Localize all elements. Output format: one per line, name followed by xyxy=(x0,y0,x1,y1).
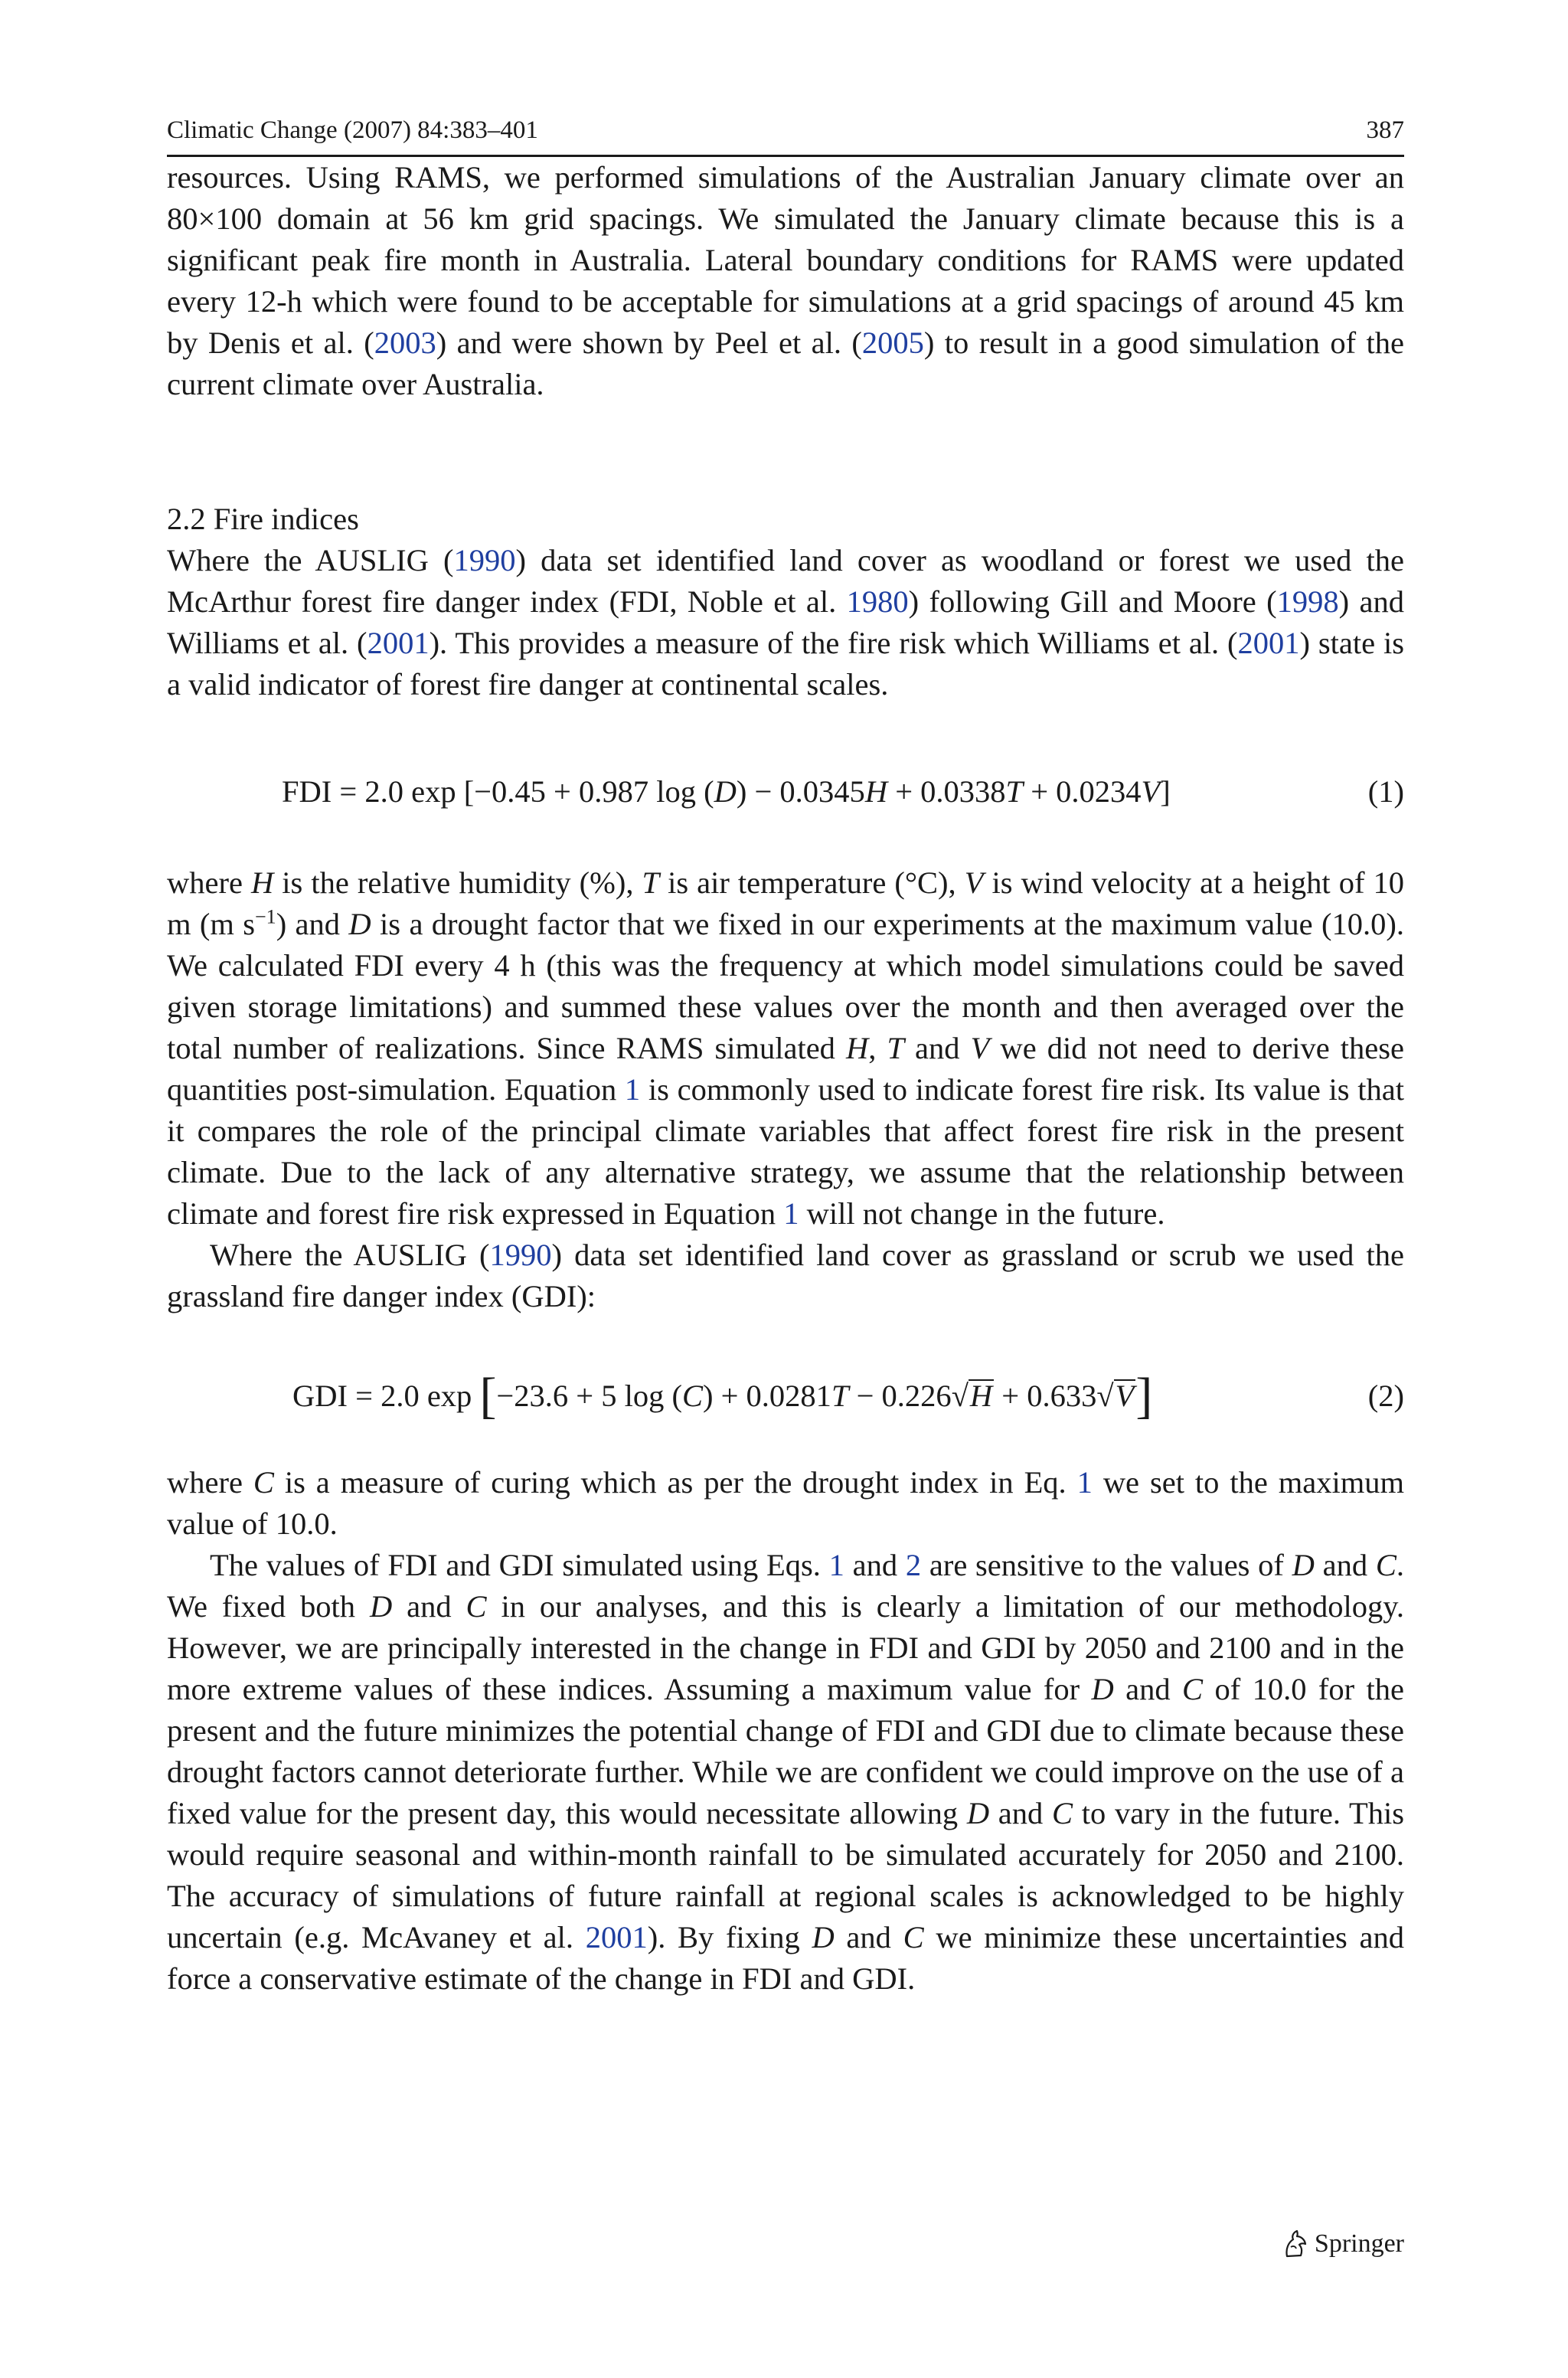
equation-link[interactable]: 1 xyxy=(828,1548,844,1582)
paragraph-fdi-variables: where H is the relative humidity (%), T is air temperature (°C), V is wind velocity at a height of 10 m (m $s^{-1}$) and D is a drought factor that we fixed in our experiments at the maximum value (10.0). We calculated FDI every 4 h (this was the frequency at which model simulations could be saved given storage limitations) and summed these values over the month and then averaged over the total number of realizations. Since RAMS simulated H, T and V we did not need to derive these quantities post-simulation. Equation 1 is commonly used to indicate forest fire risk. Its value is that it compares the role of the principal climate variables that affect forest fire risk in the present climate. Due to the lack of any alternative strategy, we assume that the relationship between climate and forest fire risk expressed in Equation 1 will not change in the future. xyxy=(167,865,1404,1231)
equation-fdi xyxy=(167,761,1404,823)
equation-number: (2) xyxy=(1367,1379,1404,1413)
citation-link[interactable]: 2001 xyxy=(585,1920,648,1954)
journal-citation: Climatic Change (2007) 84:383–401 xyxy=(167,116,538,144)
paragraph-gdi-intro: Where the AUSLIG (1990) data set identified land cover as grassland or scrub we used the grassland fire danger index (GDI): xyxy=(167,1238,1404,1313)
page-number: 387 xyxy=(1366,116,1404,144)
publisher-name: Springer xyxy=(1314,2229,1404,2258)
equation-link[interactable]: 1 xyxy=(1076,1465,1093,1500)
citation-link[interactable]: 1980 xyxy=(846,584,909,619)
citation-link[interactable]: 2005 xyxy=(861,325,924,360)
page xyxy=(167,115,1404,2000)
equation-link[interactable]: 1 xyxy=(783,1196,799,1231)
equation-link[interactable]: 1 xyxy=(624,1072,641,1107)
citation-link[interactable]: 1998 xyxy=(1276,584,1339,619)
citation-link[interactable]: 2001 xyxy=(367,626,430,660)
equation-gdi-formula: GDI = 2.0 exp [−23.6 + 5 log (C) + 0.0281T − 0.226√H + 0.633√V] xyxy=(292,1368,1153,1424)
citation-link[interactable]: 1990 xyxy=(489,1238,552,1272)
paragraph-limitations: The values of FDI and GDI simulated using Eqs. 1 and 2 are sensitive to the values of D and C. We fixed both D and C in our analyses, and this is clearly a limitation of our methodology. However, we are principally interested in the change in FDI and GDI by 2050 and 2100 and in the more extreme values of these indices. Assuming a maximum value for D and C of 10.0 for the present and the future minimizes the potential change of FDI and GDI due to climate because these drought factors cannot deteriorate further. While we are confident we could improve on the use of a fixed value for the present day, this would necessitate allowing D and C to vary in the future. This would require seasonal and within-month rainfall to be simulated accurately for 2050 and 2100. The accuracy of simulations of future rainfall at regional scales is acknowledged to be highly uncertain (e.g. McAvaney et al. 2001). By fixing D and C we minimize these uncertainties and force a conservative estimate of the change in FDI and GDI. xyxy=(167,1548,1405,1996)
citation-link[interactable]: 2003 xyxy=(374,325,436,360)
equation-number: (1) xyxy=(1367,774,1404,809)
citation-link[interactable]: 1990 xyxy=(453,543,516,577)
section-heading: 2.2 Fire indices xyxy=(167,502,359,536)
paragraph-fdi-intro: Where the AUSLIG (1990) data set identified land cover as woodland or forest we used the McArthur forest fire danger index (FDI, Noble et al. 1980) following Gill and Moore (1998) and Williams et al. (2001). This provides a measure of the fire risk which Williams et al. (2001) state is a valid indicator of forest fire danger at continental scales. xyxy=(167,543,1405,702)
running-head xyxy=(167,115,1404,157)
paragraph-curing: where C is a measure of curing which as per the drought index in Eq. 1 we set to the maximum value of 10.0. xyxy=(167,1465,1404,1541)
springer-horse-icon xyxy=(1281,2229,1308,2259)
paragraph-rams-simulation: resources. Using RAMS, we performed simulations of the Australian January climate over an 80×100 domain at 56 km grid spacings. We simulated the January climate because this is a significant peak fire month in Australia. Lateral boundary conditions for RAMS were updated every 12-h which were found to be acceptable for simulations at a grid spacings of around 45 km by Denis et al. (2003) and were shown by Peel et al. (2005) to result in a good simulation of the current climate over Australia. xyxy=(167,160,1404,401)
equation-link[interactable]: 2 xyxy=(905,1548,922,1582)
equation-gdi xyxy=(167,1366,1404,1427)
equation-fdi-formula: FDI = 2.0 exp [−0.45 + 0.987 log (D) − 0.0345H + 0.0338T + 0.0234V] xyxy=(282,774,1171,809)
publisher-logo xyxy=(1281,2229,1404,2259)
citation-link[interactable]: 2001 xyxy=(1237,626,1300,660)
